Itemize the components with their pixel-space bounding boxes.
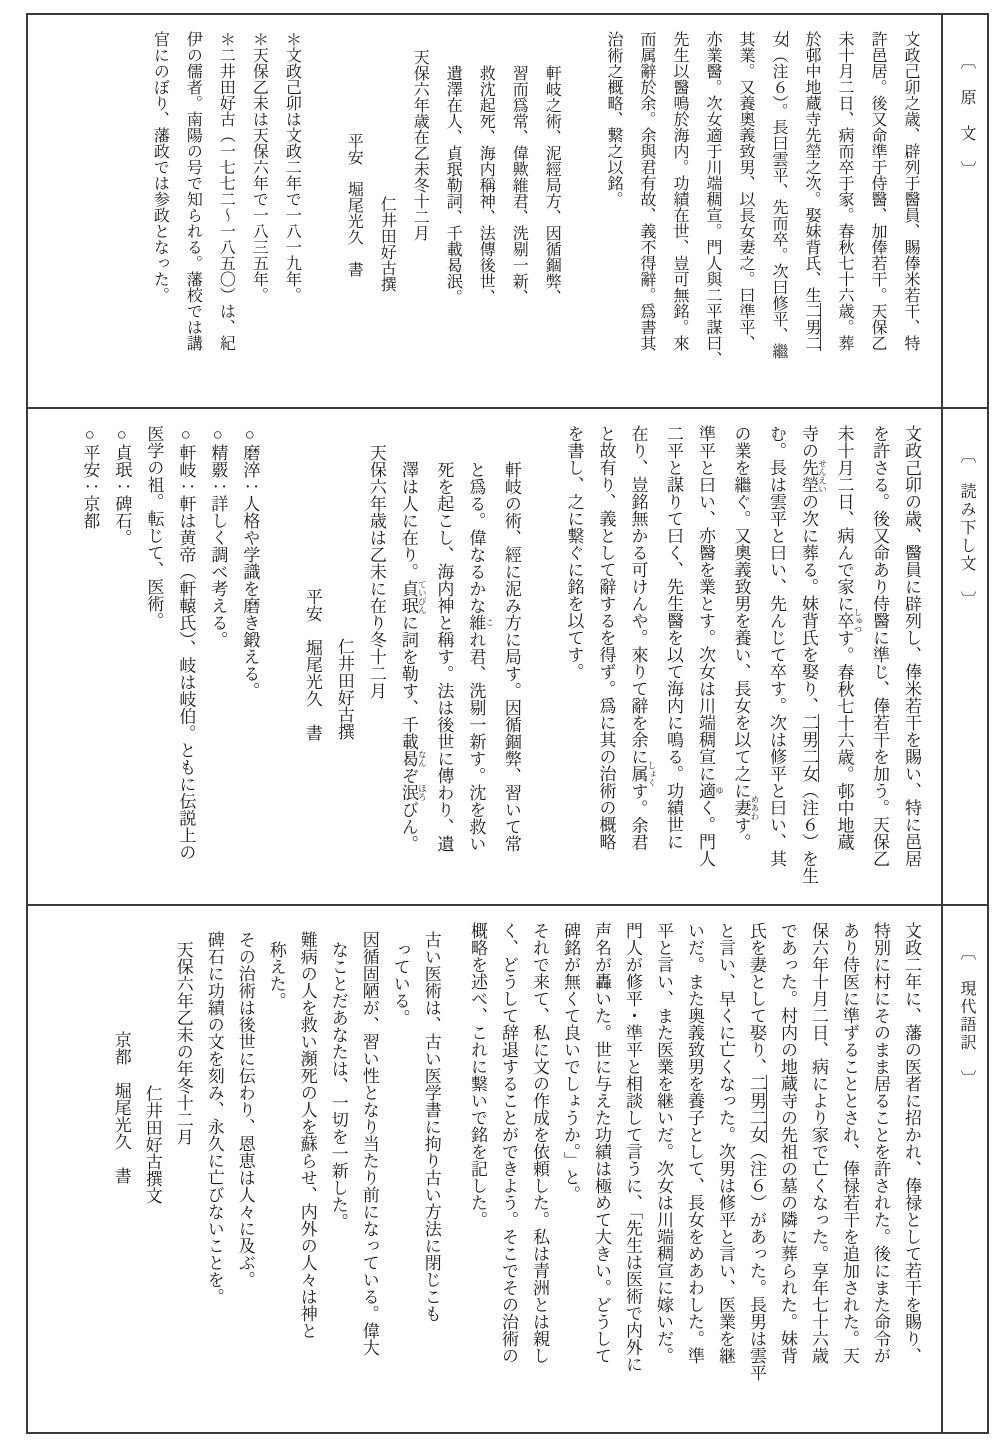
text-column: 官にのぼり、藩政では参政となった。 xyxy=(151,31,169,303)
text-column: 平安 堀尾光久 書 xyxy=(345,133,363,278)
text-column: であった。村内の地蔵寺の先祖の墓の隣に葬られた。妹背 xyxy=(778,922,797,1364)
text-column: 天保六年乙未の年冬十二月 xyxy=(173,940,193,1145)
section-modern-translation xyxy=(28,906,987,1432)
text-column: ＊二井田好古（一七七二～一八五〇）は、紀 xyxy=(217,31,235,351)
emphasis-marked-text: 二男二女 xyxy=(747,1075,766,1143)
text-column: 而属辭於余。余與君有故、義不得辭。爲書其 xyxy=(638,31,655,351)
text-column: ○精覈：詳しく調べ考える。 xyxy=(208,425,228,648)
text-column: 準平と曰い、亦醫を業とす。次女は川端稠宣に適 ゆく。門人 xyxy=(696,425,725,867)
furigana-ruby: 妻 めあわ xyxy=(731,795,760,821)
text-column: 門人が修平・準平と相談して言うに、「先生は医術で内外に xyxy=(623,922,642,1373)
original-text-label: 〔 原 文 〕 xyxy=(958,53,975,179)
emphasis-marked-text: 二男二女 xyxy=(799,714,818,782)
text-column: 古い医術は、古い医学書に拘り古い方法に閉じこも xyxy=(421,931,441,1323)
text-column: 其業。又養奧義致男、以長女妻之。曰準平、 xyxy=(737,31,754,351)
text-column: と爲る。偉なるかな維 これ君、洗剔一新す。沈を救い xyxy=(466,460,495,852)
furigana-ruby: 貞珉 ていびん xyxy=(398,579,428,614)
document-frame xyxy=(26,13,989,1434)
text-column: 平安 堀尾光久 書 xyxy=(302,588,322,742)
furigana-ruby: 属 しょく xyxy=(628,761,657,787)
text-column: 氏を妻として娶り、二男二女（注６）があった。長男は雲平 xyxy=(747,922,766,1381)
furigana-ruby: 維 こ xyxy=(466,613,495,631)
text-column: なことだあなたは、一切を一新した。 xyxy=(328,940,348,1230)
text-column: 天保六年歳は乙未に在り冬十二月 xyxy=(366,443,386,699)
text-column: 遺澤在人、貞珉勒詞、千載曷泯。 xyxy=(444,64,462,305)
text-column: 未十月二日、病んで家に卒 しゅつす。春秋七十六歳。邨中地蔵 xyxy=(834,425,863,851)
furigana-ruby: 適 ゆ xyxy=(696,782,725,799)
text-column: 文政己卯の歳、醫員に辟列し、俸米若干を賜い、特に邑居 xyxy=(902,425,921,867)
text-column: ＊天保乙未は天保六年で一八三五年。 xyxy=(250,31,268,303)
text-column: 未十月二日、病而卒于家。春秋七十六歳。葬 xyxy=(836,31,853,351)
text-column: 因循固陋が、習い性となり当たり前になっている。偉大 xyxy=(359,931,379,1357)
text-column: ＊文政己卯は文政二年で一八一九年。 xyxy=(283,31,301,303)
text-column: 天保六年歳在乙未冬十二月 xyxy=(411,48,429,241)
text-column: 京都 堀尾光久 書 xyxy=(111,1030,131,1184)
text-column: 伊の儒者。南陽の号で知られる。藩校では講 xyxy=(184,31,202,351)
modern-translation-label: 〔 現代語訳 〕 xyxy=(958,944,975,1088)
section-yomikudashi xyxy=(28,409,987,906)
emphasis-marked-text: 二男二 xyxy=(803,303,820,351)
yomikudashi-label-column xyxy=(941,409,987,904)
text-column: 二平と謀りて曰く、先生醫を以て海内に鳴る。功績世に xyxy=(664,425,683,850)
text-column: を許さる。後又命あり侍醫に準じ、俸若干を加う。天保乙 xyxy=(870,425,889,867)
emphasis-marked-text: 女 xyxy=(770,31,787,47)
text-column: の業を繼ぐ。又奧義致男を養い、長女を以て之に妻 めあわす。 xyxy=(731,425,760,851)
text-column: 寺の先塋 せんえいの次に葬る。妹背氏を娶り、二男二女（注６）を生 xyxy=(799,425,828,884)
text-column: 澤は人に在り。貞珉 ていびんに詞を勒す、千載曷 なんぞ泯 ほろびん。 xyxy=(398,460,428,852)
yomikudashi-label: 〔 読み下し文 〕 xyxy=(958,447,975,609)
text-column: ○平安：京都 xyxy=(80,425,100,529)
text-column: 救沈起死、海内稱神、法傳後世、 xyxy=(477,64,495,305)
text-column: その治術は後世に伝わり、恩恵は人々に及ぶ。 xyxy=(235,931,255,1289)
text-column: 概略を述べ、これに繋いで銘を記した。 xyxy=(468,922,487,1228)
modern-translation-label-column xyxy=(941,906,987,1432)
text-column: 先生以醫鳴於海内。功績在世、豈可無銘。來 xyxy=(671,31,688,351)
furigana-ruby: 卒 しゅつ xyxy=(834,608,863,634)
modern-translation-body xyxy=(28,906,941,1432)
text-column: っている。 xyxy=(390,940,410,1026)
text-column: 文政二年に、藩の医者に招かれ、俸禄として若干を賜り、 xyxy=(902,922,921,1364)
text-column: 声名が轟いた。世に与えた功績は極めて大きい。どうして xyxy=(592,922,611,1364)
text-column: と故有り、義として辭するを得ず。爲に其の治術の概略 xyxy=(596,425,616,850)
furigana-ruby: 曷 なん xyxy=(398,749,428,767)
text-column: 軒岐之術、泥經局方、因循錮弊、 xyxy=(543,64,561,305)
text-column: 許邑居。後又命準于侍醫、加俸若干。天保乙 xyxy=(869,31,886,351)
text-column: 医学の祖。転じて、医術。 xyxy=(144,425,164,629)
original-text-body xyxy=(28,15,941,407)
text-column: 仁井田好古撰 xyxy=(334,637,354,740)
text-column: く、どうして辞退することができよう。そこでその治術の xyxy=(499,922,518,1364)
text-column: 軒岐の術、經に泥み方に局す。因循錮弊、習いて常 xyxy=(501,460,521,852)
text-column: ○磨淬：人格や学識を磨き鍛える。 xyxy=(240,425,260,699)
text-column: いだ。また奥義致男を養子として、長女をめあわした。準 xyxy=(685,922,704,1364)
text-column: 於邨中地蔵寺先塋之次。娶妹背氏、生二男二 xyxy=(803,31,820,351)
text-column: 保六年十月二日、病により家で亡くなった。享年七十六歳 xyxy=(809,922,828,1364)
furigana-ruby: 泯 ほろ xyxy=(398,783,428,801)
text-column: 亦業醫。次女適于川端稠宣。門人與二平謀曰、 xyxy=(704,31,721,367)
text-column: ○貞珉：碑石。 xyxy=(112,425,132,546)
text-column: 仁井田好古撰 xyxy=(378,195,396,292)
text-column: を書し、之に繋ぐに銘を以てす。 xyxy=(564,425,584,680)
text-column: む。長は雲平と曰い、先んじて卒す。次は修平と曰い、其 xyxy=(767,425,786,867)
text-column: 難病の人を救い瀕死の人を蘇らせ、内外の人々は神と xyxy=(297,931,317,1340)
text-column: 治術之概略、繋之以銘。 xyxy=(605,31,622,207)
original-text-label-column xyxy=(941,15,987,407)
text-column: 碑銘が無くて良いでしょうか。」と。 xyxy=(561,922,580,1203)
text-column: 碑石に功績の文を刻み、永久に亡びないことを。 xyxy=(204,931,224,1306)
text-column: ○軒岐：軒は黄帝（軒轅氏）、岐は岐伯。ともに伝説上の xyxy=(176,425,196,861)
text-column: 平と言い、また医業を継いだ。次女は川端稠宣に嫁いだ。 xyxy=(654,922,673,1364)
text-column: 称えた。 xyxy=(266,940,286,1009)
text-column: 死を起こし、海内神と稱す。法は後世に傳わり、遺 xyxy=(434,460,454,852)
text-column: 習而爲常、偉歟維君、洗剔一新、 xyxy=(510,64,528,305)
furigana-ruby: 先塋 せんえい xyxy=(799,459,828,493)
section-original-text xyxy=(28,15,987,409)
text-column: 女（注６）。長曰雲平、先而卒。次曰修平、繼 xyxy=(770,31,787,359)
text-column: 特別に村にそのまま居ることを許された。後にまた命令が xyxy=(871,922,890,1364)
text-column: あり侍医に準ずることとされ、俸禄若干を追加された。天 xyxy=(840,922,859,1364)
text-column: 仁井田好古撰文 xyxy=(142,1085,162,1205)
text-column: 文政己卯之歳、辟列于醫員、賜俸米若干、特 xyxy=(902,31,919,351)
text-column: と言い、早くに亡くなった。次男は修平と言い、医業を継 xyxy=(716,922,735,1364)
yomikudashi-body xyxy=(28,409,941,904)
text-column: 在り、豈銘無かる可けんや。來りて辭を余に属 しょくす。余君 xyxy=(628,425,657,851)
text-column: それで来て、私に文の作成を依頼した。私は青洲とは親し xyxy=(530,922,549,1364)
